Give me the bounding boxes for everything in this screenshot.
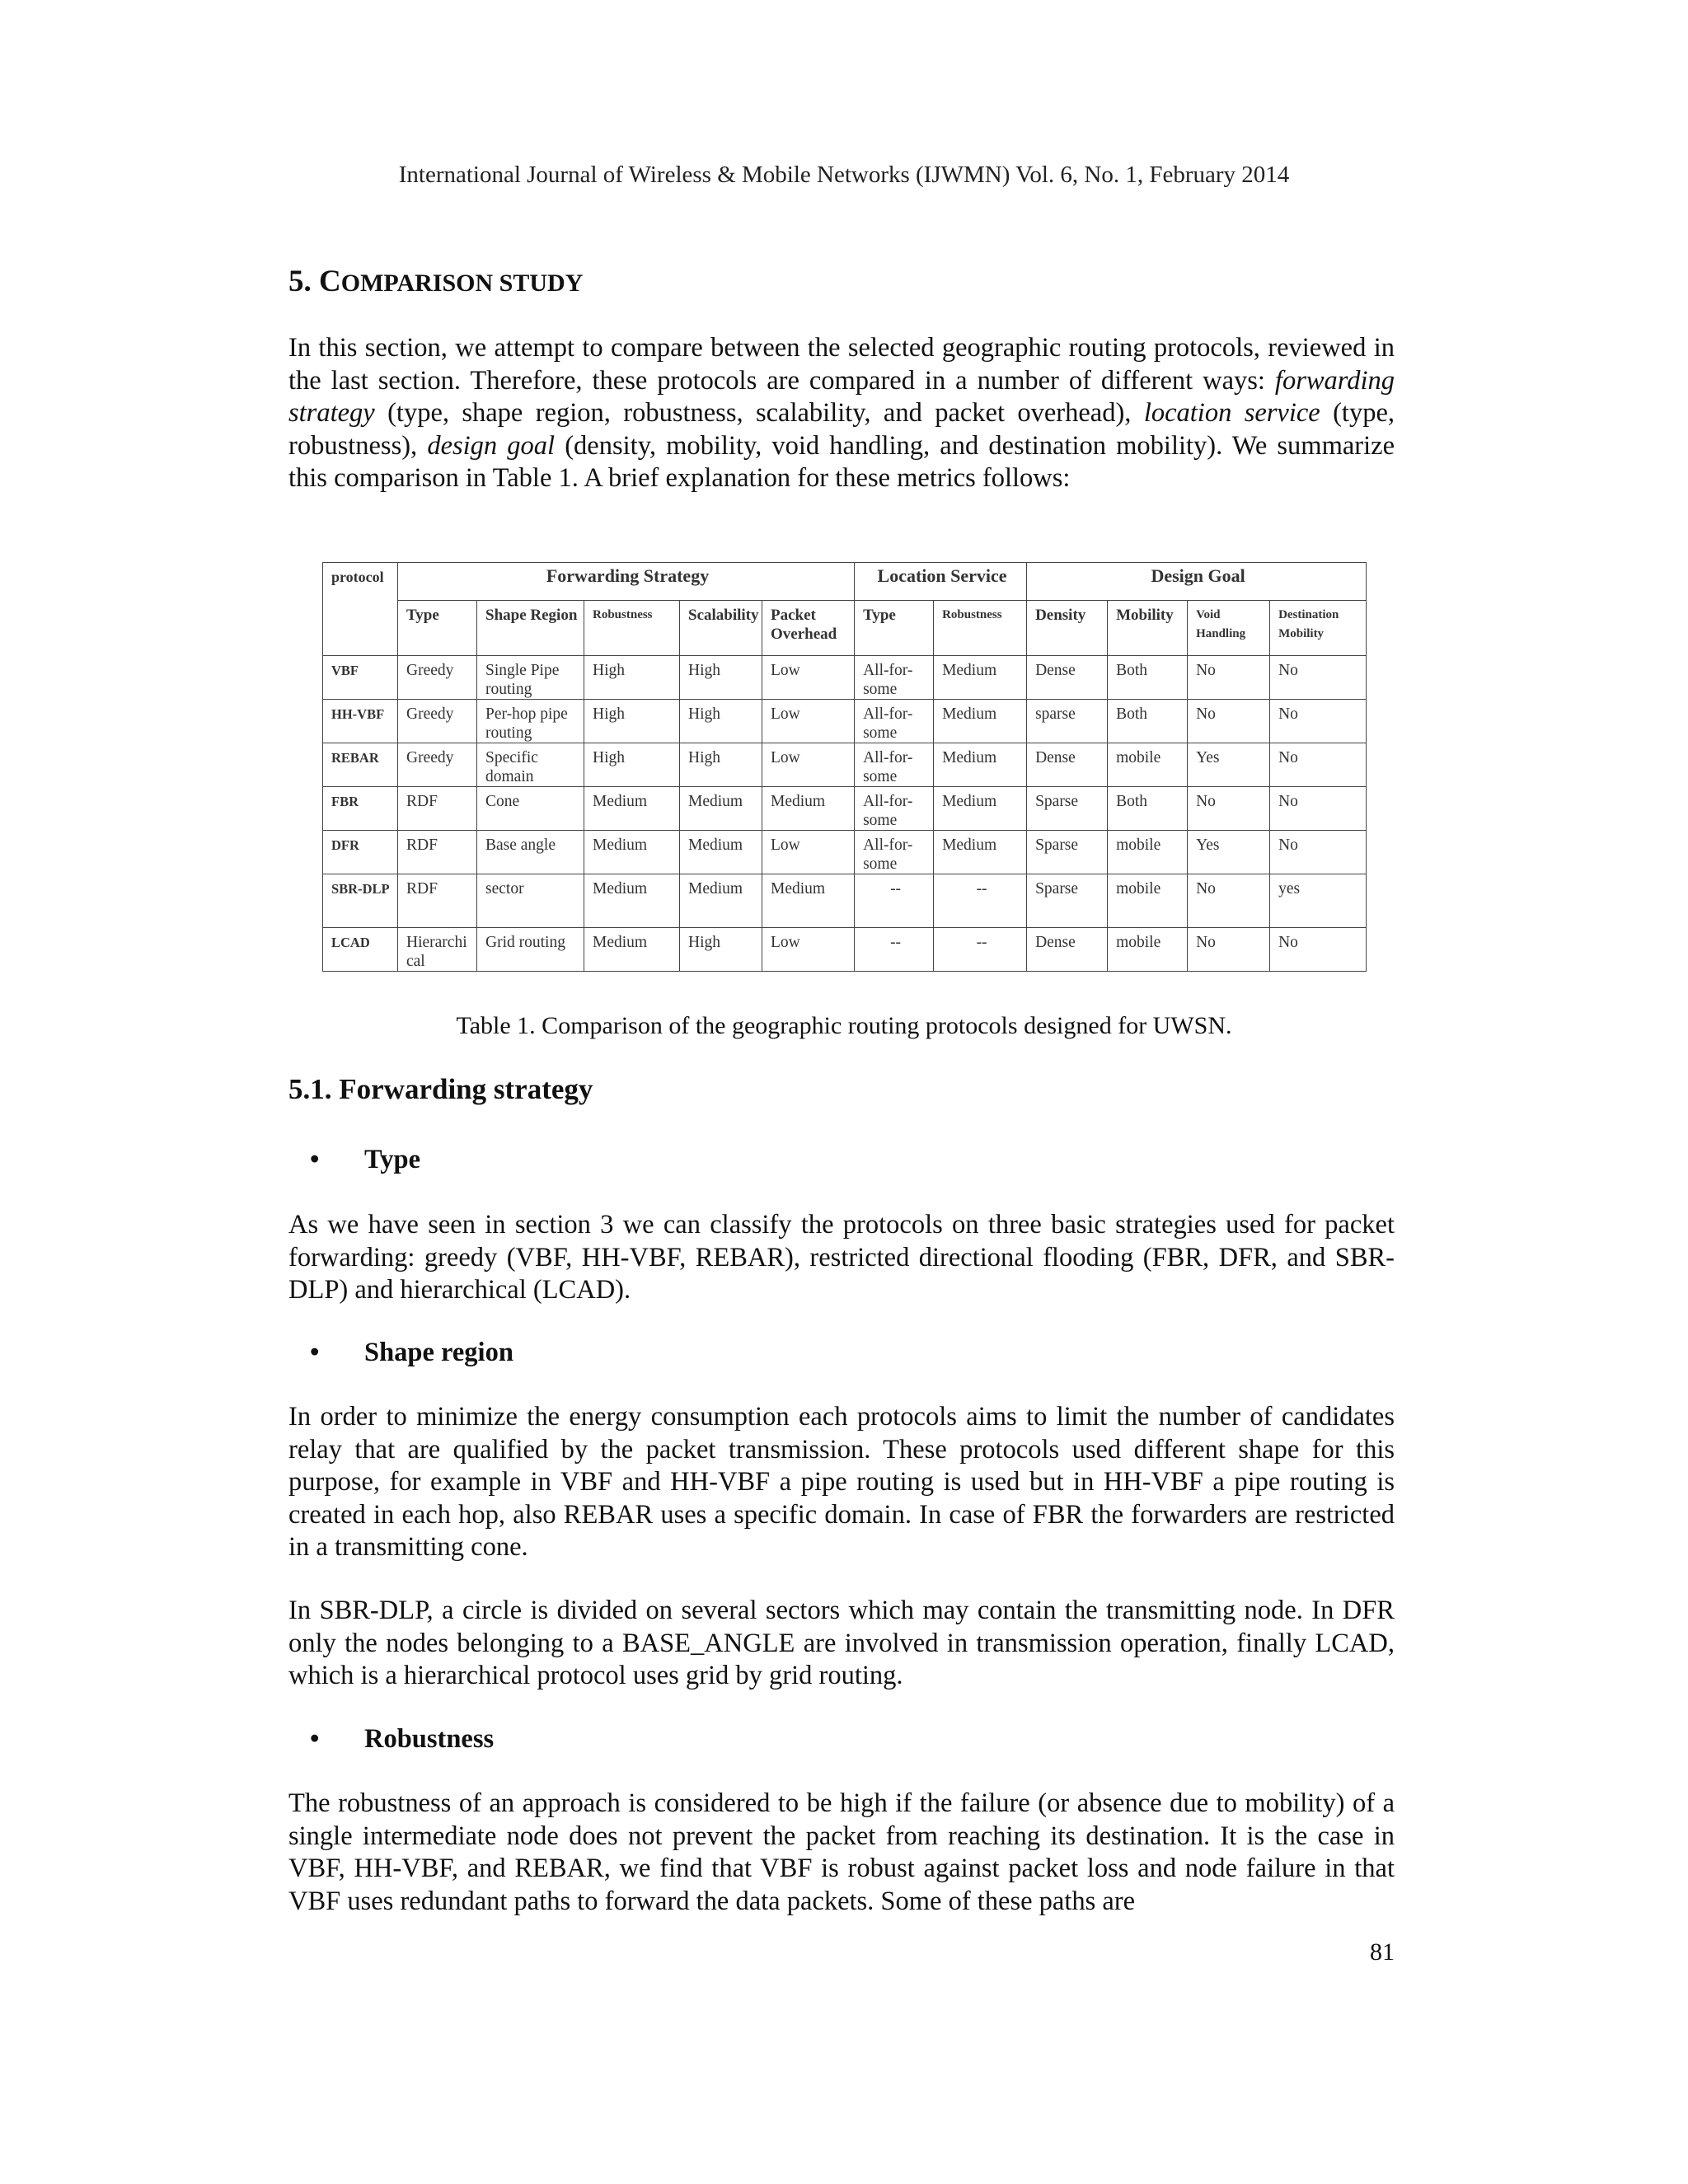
row-header: DFR xyxy=(323,831,398,874)
table-cell: Medium xyxy=(584,787,680,831)
table-row xyxy=(323,700,1367,743)
table-caption: Table 1. Comparison of the geographic routing protocols designed for UWSN. xyxy=(456,1012,1232,1039)
row-header: HH-VBF xyxy=(323,700,398,743)
bullet-dot-icon: • xyxy=(310,1145,320,1174)
table-cell: No xyxy=(1270,928,1367,972)
page-number: 81 xyxy=(1370,1938,1395,1966)
table-cell: High xyxy=(680,743,762,787)
table-row xyxy=(323,874,1367,928)
table-cell: High xyxy=(584,743,680,787)
table-cell: All-for-some xyxy=(855,787,934,831)
table-cell: Medium xyxy=(934,656,1027,700)
table-cell: Medium xyxy=(680,874,762,928)
table-row xyxy=(323,743,1367,787)
table-cell: Medium xyxy=(584,874,680,928)
row-header: REBAR xyxy=(323,743,398,787)
table-cell: No xyxy=(1188,928,1270,972)
col-header: Type xyxy=(398,601,477,656)
table-row xyxy=(323,831,1367,874)
table-cell: Low xyxy=(762,928,855,972)
table-row xyxy=(323,928,1367,972)
intro-text-3: (type, robustness), xyxy=(288,398,1395,461)
table-cell: Medium xyxy=(680,787,762,831)
comparison-table-wrapper xyxy=(322,562,1366,970)
row-header: FBR xyxy=(323,787,398,831)
table-cell: No xyxy=(1188,787,1270,831)
table-cell: All-for-some xyxy=(855,831,934,874)
col-header: Robustness xyxy=(584,601,680,656)
table-corner-header: protocol xyxy=(323,563,398,656)
running-header: International Journal of Wireless & Mobile Networks (IJWMN) Vol. 6, No. 1, February 2014 xyxy=(398,162,1290,188)
table-cell: Hierarchical xyxy=(398,928,477,972)
intro-paragraph xyxy=(288,332,1395,495)
paragraph-type: As we have seen in section 3 we can classify the protocols on three basic strategies used for packet forwarding: greedy (VBF, HH-VBF, REBAR), restricted directional flooding (FBR, DFR, and SBR-DLP) and hierarchical (LCAD). xyxy=(288,1210,1395,1305)
table-cell: All-for-some xyxy=(855,743,934,787)
table-cell: Sparse xyxy=(1027,831,1108,874)
bullet-shape-region xyxy=(288,1338,1395,1368)
table-cell: Medium xyxy=(934,787,1027,831)
table-cell: mobile xyxy=(1108,743,1188,787)
table-cell: Dense xyxy=(1027,743,1108,787)
table-cell: High xyxy=(680,656,762,700)
bullet-label: Shape region xyxy=(364,1338,513,1367)
bullet-label: Type xyxy=(364,1145,421,1174)
table-cell: Dense xyxy=(1027,928,1108,972)
section-number: 5. xyxy=(288,265,312,298)
subsection-title: 5.1. Forwarding strategy xyxy=(288,1073,593,1105)
paragraph-shape-region-1: In order to minimize the energy consumption each protocols aims to limit the number of candidates relay that are qualified by the packet transmission. These protocols used different shape for this purpose, for example in VBF and HH-VBF a pipe routing is used but in HH-VBF a pipe routing is created in each hop, also REBAR uses a specific domain. In case of FBR the forwarders are restricted in a transmitting cone. xyxy=(288,1402,1395,1563)
table-cell: High xyxy=(584,656,680,700)
col-header: Robustness xyxy=(934,601,1027,656)
table-cell: RDF xyxy=(398,787,477,831)
table-cell: No xyxy=(1188,874,1270,928)
table-cell: Sparse xyxy=(1027,874,1108,928)
section-title xyxy=(288,264,1395,299)
table-cell: Per-hop pipe routing xyxy=(477,700,584,743)
table-cell: No xyxy=(1188,700,1270,743)
table-cell: No xyxy=(1270,787,1367,831)
table-cell: Greedy xyxy=(398,743,477,787)
table-cell: Low xyxy=(762,700,855,743)
table-cell: sparse xyxy=(1027,700,1108,743)
intro-emphasis-forwarding: forwarding strategy xyxy=(288,365,1395,429)
table-cell: Low xyxy=(762,743,855,787)
col-header: Density xyxy=(1027,601,1108,656)
table-cell: yes xyxy=(1270,874,1367,928)
col-header: Destination Mobility xyxy=(1270,601,1367,656)
table-cell: Single Pipe routing xyxy=(477,656,584,700)
comparison-table xyxy=(322,562,1367,972)
table-cell: Yes xyxy=(1188,743,1270,787)
table-row xyxy=(323,656,1367,700)
table-cell: Sparse xyxy=(1027,787,1108,831)
row-header: LCAD xyxy=(323,928,398,972)
paragraph-robustness: The robustness of an approach is considered to be high if the failure (or absence due to mobility) of a single intermediate node does not prevent the packet from reaching its destination. It is the case in VBF, HH-VBF, and REBAR, we find that VBF is robust against packet loss and node failure in that VBF uses redundant paths to forward the data packets. Some of these paths are xyxy=(288,1788,1395,1916)
col-header: Packet Overhead xyxy=(762,601,855,656)
table-cell: High xyxy=(584,700,680,743)
table-cell: No xyxy=(1188,656,1270,700)
table-cell: Dense xyxy=(1027,656,1108,700)
col-header: Scalability xyxy=(680,601,762,656)
table-cell: Medium xyxy=(680,831,762,874)
intro-text-1: In this section, we attempt to compare between the selected geographic routing protocols, reviewed in the last section. Therefore, these protocols are compared in a number of different ways: xyxy=(288,333,1395,396)
table-cell: Both xyxy=(1108,787,1188,831)
table-cell: Greedy xyxy=(398,700,477,743)
table-cell: RDF xyxy=(398,831,477,874)
table-cell: Yes xyxy=(1188,831,1270,874)
bullet-label: Robustness xyxy=(364,1724,495,1754)
table-column-header-row xyxy=(323,601,1367,656)
table-cell: Medium xyxy=(762,787,855,831)
row-header: VBF xyxy=(323,656,398,700)
table-cell: Low xyxy=(762,831,855,874)
bullet-dot-icon: • xyxy=(310,1338,320,1367)
table-cell: Both xyxy=(1108,656,1188,700)
bullet-dot-icon: • xyxy=(310,1724,320,1754)
table-cell: Greedy xyxy=(398,656,477,700)
group-header-forwarding: Forwarding Strategy xyxy=(398,563,855,601)
table-cell: Both xyxy=(1108,700,1188,743)
bullet-type xyxy=(288,1145,1395,1175)
table-cell: Low xyxy=(762,656,855,700)
table-cell: Medium xyxy=(934,831,1027,874)
table-cell: Medium xyxy=(584,831,680,874)
intro-emphasis-location: location service xyxy=(1143,398,1320,429)
col-header: Void Handling xyxy=(1188,601,1270,656)
table-cell: High xyxy=(680,928,762,972)
col-header: Shape Region xyxy=(477,601,584,656)
table-cell: mobile xyxy=(1108,831,1188,874)
bullet-robustness xyxy=(288,1724,1395,1755)
col-header: Mobility xyxy=(1108,601,1188,656)
row-header: SBR-DLP xyxy=(323,874,398,928)
table-cell: Specific domain xyxy=(477,743,584,787)
table-cell: All-for-some xyxy=(855,700,934,743)
paragraph-shape-region-2: In SBR-DLP, a circle is divided on several sectors which may contain the transmitting node. In DFR only the nodes belonging to a BASE_ANGLE are involved in transmission operation, finally LCAD, which is a hierarchical protocol uses grid by grid routing. xyxy=(288,1596,1395,1691)
col-header: Type xyxy=(855,601,934,656)
table-cell: RDF xyxy=(398,874,477,928)
intro-text-4: (density, mobility, void handling, and destination mobility). We summarize this comparison in Table 1. A brief explanation for these metrics follows: xyxy=(288,430,1395,494)
table-cell: No xyxy=(1270,831,1367,874)
table-cell: Medium xyxy=(762,874,855,928)
table-cell: Medium xyxy=(934,743,1027,787)
table-cell: No xyxy=(1270,700,1367,743)
table-cell: Base angle xyxy=(477,831,584,874)
table-row xyxy=(323,787,1367,831)
table-cell: High xyxy=(680,700,762,743)
table-cell: Grid routing xyxy=(477,928,584,972)
section-title-initial: C xyxy=(319,265,341,298)
table-cell: No xyxy=(1270,743,1367,787)
table-cell: mobile xyxy=(1108,928,1188,972)
table-cell: sector xyxy=(477,874,584,928)
table-cell: Cone xyxy=(477,787,584,831)
intro-text-2: (type, shape region, robustness, scalability, and packet overhead), xyxy=(374,398,1144,429)
group-header-design: Design Goal xyxy=(1027,563,1367,601)
table-group-row xyxy=(323,563,1367,601)
table-cell: -- xyxy=(855,874,934,928)
section-title-rest: OMPARISON STUDY xyxy=(340,269,584,297)
intro-emphasis-design: design goal xyxy=(427,430,556,461)
table-cell: Medium xyxy=(584,928,680,972)
table-cell: -- xyxy=(855,928,934,972)
table-cell: No xyxy=(1270,656,1367,700)
table-cell: -- xyxy=(934,928,1027,972)
table-cell: mobile xyxy=(1108,874,1188,928)
table-cell: Medium xyxy=(934,700,1027,743)
table-cell: -- xyxy=(934,874,1027,928)
table-cell: All-for-some xyxy=(855,656,934,700)
group-header-location: Location Service xyxy=(855,563,1027,601)
